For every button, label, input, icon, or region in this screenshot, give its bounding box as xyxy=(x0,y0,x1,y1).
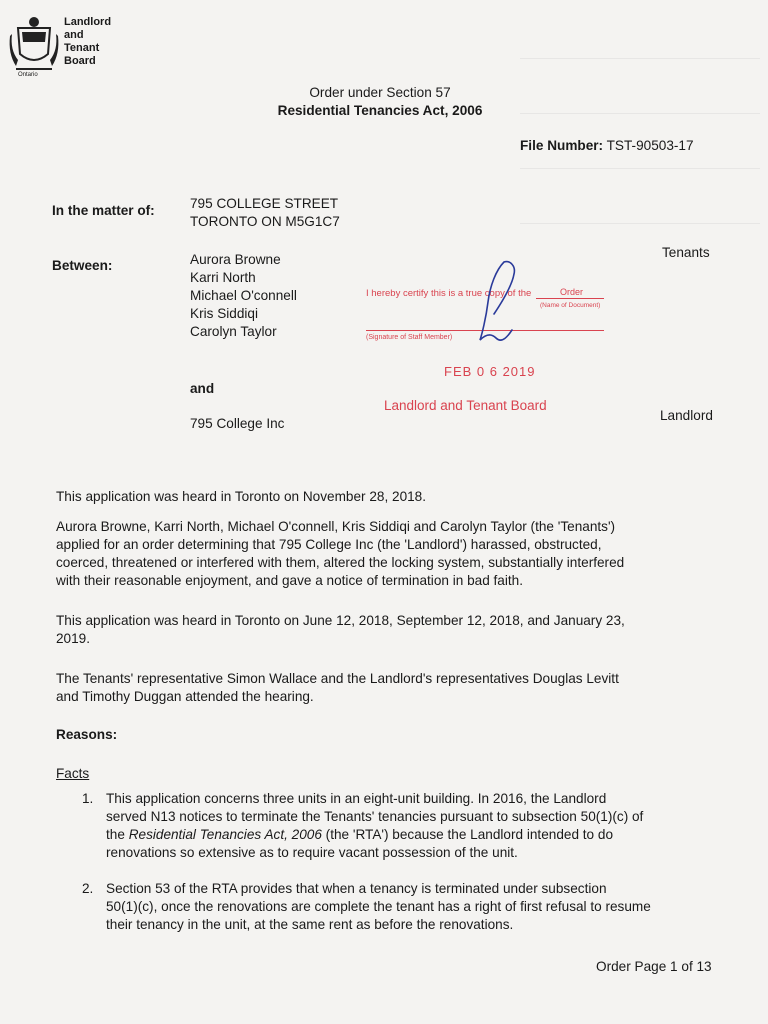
text-line: 2019. xyxy=(56,631,91,646)
list-item xyxy=(82,790,742,862)
ltb-logo-text xyxy=(64,16,111,68)
reasons-heading: Reasons: xyxy=(56,727,118,742)
logo-line: Board xyxy=(64,55,96,67)
text-line: 50(1)(c), once the renovations are complete the tenant has a right of first refusal to resume xyxy=(106,899,651,914)
handwritten-signature xyxy=(460,256,540,356)
facts-heading: Facts xyxy=(56,766,90,781)
tenant-list xyxy=(190,251,297,341)
text-line: coerced, threatened or interfered with them, altered the locking system, substantially interfered xyxy=(56,555,625,570)
landlord-name: 795 College Inc xyxy=(190,416,285,431)
matter-label: In the matter of: xyxy=(52,203,155,218)
tenant-name: Michael O'connell xyxy=(190,288,297,303)
title-line-2: Residential Tenancies Act, 2006 xyxy=(277,103,483,118)
signature-label: (Signature of Staff Member) xyxy=(366,334,453,341)
paragraph-heard-2 xyxy=(56,612,746,648)
list-item xyxy=(82,880,742,934)
ontario-label: Ontario xyxy=(18,72,38,78)
paragraph-application xyxy=(56,518,746,590)
and-label: and xyxy=(190,381,215,396)
text-line: This application was heard in Toronto on June 12, 2018, September 12, 2018, and January 23, xyxy=(56,613,625,628)
matter-address xyxy=(190,195,340,231)
ontario-crest-icon xyxy=(8,14,60,78)
address-line-1: 795 COLLEGE STREET xyxy=(190,196,339,211)
text-line: served N13 notices to terminate the Tenants' tenancies pursuant to subsection 50(1)(c) of xyxy=(106,809,644,824)
text-line: the Residential Tenancies Act, 2006 (the 'RTA') because the Landlord intended to do xyxy=(106,827,614,842)
item-number: 1. xyxy=(82,791,94,806)
text-line: Aurora Browne, Karri North, Michael O'connell, Kris Siddiqi and Carolyn Taylor (the 'Tenants') xyxy=(56,519,616,534)
document-title xyxy=(250,84,510,120)
tenant-name: Aurora Browne xyxy=(190,252,281,267)
stamp-board-name: Landlord and Tenant Board xyxy=(384,398,547,413)
stamp-date: FEB 0 6 2019 xyxy=(444,364,536,379)
order-underline xyxy=(536,298,604,299)
logo-line: Landlord xyxy=(64,16,112,28)
between-label: Between: xyxy=(52,258,113,273)
tenants-role: Tenants xyxy=(662,245,710,260)
logo-line: and xyxy=(64,29,84,41)
file-number-value: TST-90503-17 xyxy=(606,138,694,153)
address-line-2: TORONTO ON M5G1C7 xyxy=(190,214,340,229)
page-number: Order Page 1 of 13 xyxy=(596,959,712,974)
item-number: 2. xyxy=(82,881,94,896)
text-line: with their reasonable enjoyment, and gave a notice of termination in bad faith. xyxy=(56,573,524,588)
tenant-name: Karri North xyxy=(190,270,256,285)
paragraph-heard-1: This application was heard in Toronto on November 28, 2018. xyxy=(56,489,427,504)
text-line: The Tenants' representative Simon Wallace and the Landlord's representatives Douglas Levitt xyxy=(56,671,619,686)
tenant-name: Carolyn Taylor xyxy=(190,324,277,339)
logo-line: Tenant xyxy=(64,42,100,54)
text-line: renovations so extensive as to require vacant possession of the unit. xyxy=(106,845,518,860)
text-line: and Timothy Duggan attended the hearing. xyxy=(56,689,314,704)
name-of-document-label: (Name of Document) xyxy=(540,302,601,309)
title-line-1: Order under Section 57 xyxy=(309,85,451,100)
text-line: Section 53 of the RTA provides that when a tenancy is terminated under subsection xyxy=(106,881,607,896)
text-line: applied for an order determining that 795 College Inc (the 'Landlord') harassed, obstructed, xyxy=(56,537,602,552)
order-word: Order xyxy=(560,287,584,297)
text-line: their tenancy in the unit, at the same rent as before the renovations. xyxy=(106,917,514,932)
file-number-label: File Number: xyxy=(520,138,604,153)
text-line: This application concerns three units in an eight-unit building. In 2016, the Landlord xyxy=(106,791,607,806)
certify-text: I hereby certify this is a true copy of the xyxy=(366,288,532,299)
italic-act-title: Residential Tenancies Act, 2006 xyxy=(128,827,322,842)
paragraph-attendance xyxy=(56,670,746,706)
tenant-name: Kris Siddiqi xyxy=(190,306,258,321)
file-number xyxy=(520,137,694,155)
landlord-role: Landlord xyxy=(660,408,713,423)
ltb-logo xyxy=(8,14,60,78)
